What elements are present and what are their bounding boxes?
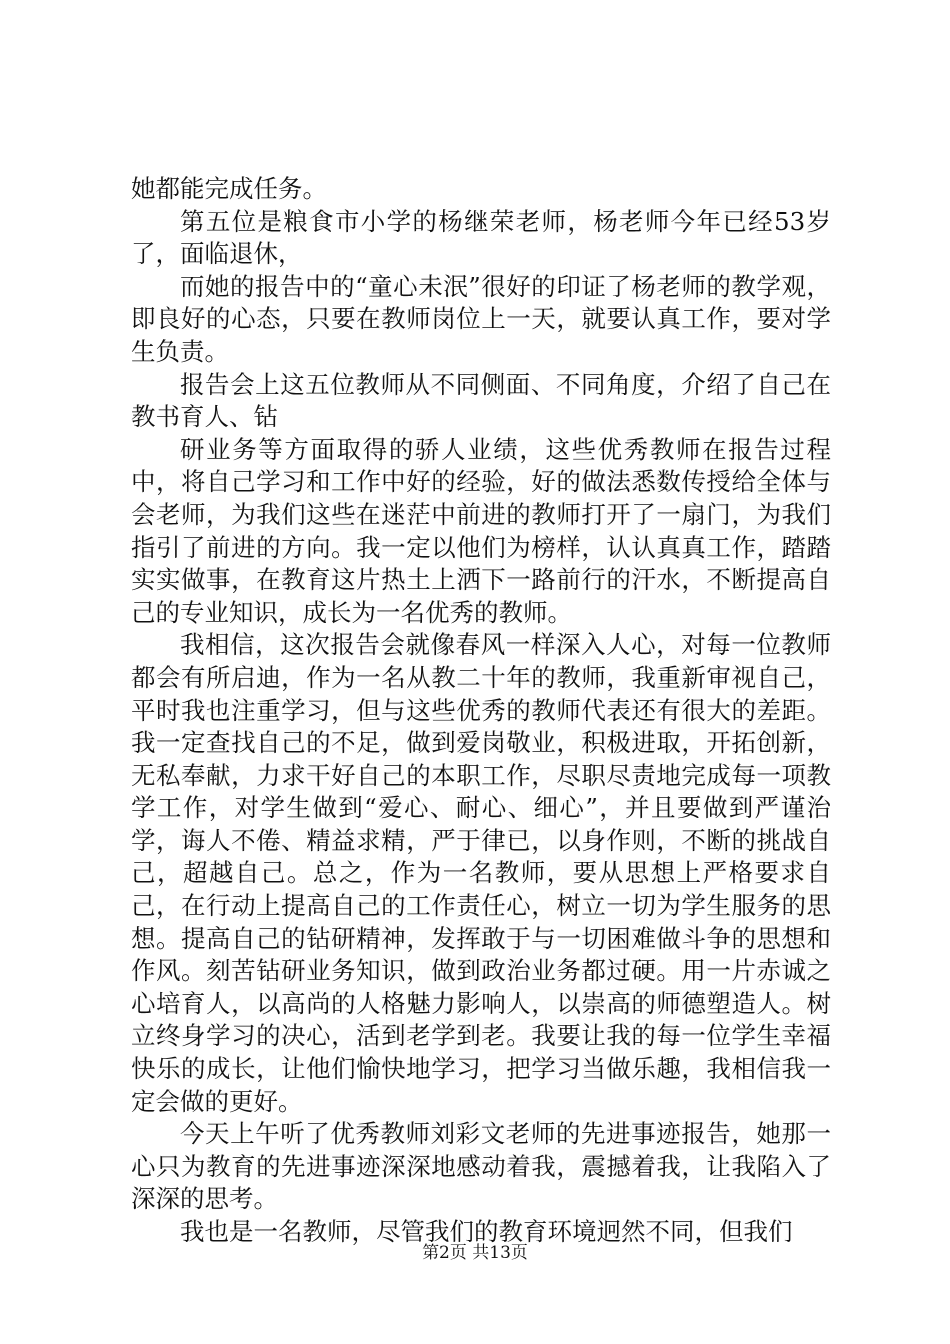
paragraph-6: 我相信，这次报告会就像春风一样深入人心，对每一位教师都会有所启迪，作为一名从教二十年的教师，我重新审视自己，平时我也注重学习，但与这些优秀的教师代表还有很大的差距。我一定查找自己的不足，做到爱岗敬业，积极进取，开拓创新，无私奉献，力求干好自己的本职工作，尽职尽责地完成每一项教学工作，对学生做到“爱心、耐心、细心”，并且要做到严谨治学，诲人不倦、精益求精，严于律已，以身作则，不断的挑战自己，超越自己。总之，作为一名教师，要从思想上严格要求自己，在行动上提高自己的工作责任心，树立一切为学生服务的思想。提高自己的钻研精神，发挥敢于与一切困难做斗争的思想和作风。刻苦钻研业务知识，做到政治业务都过硬。用一片赤诚之心培育人，以高尚的人格魅力影响人，以崇高的师德塑造人。树立终身学习的决心，活到老学到老。我要让我的每一位学生幸福快乐的成长，让他们愉快地学习，把学习当做乐趣，我相信我一定会做的更好。 (131, 630, 831, 1116)
paragraph-4: 报告会上这五位教师从不同侧面、不同角度，介绍了自己在教书育人、钻 (131, 369, 831, 432)
paragraph-1: 她都能完成任务。 (131, 174, 327, 203)
paragraph-7: 今天上午听了优秀教师刘彩文老师的先进事迹报告，她那一心只为教育的先进事迹深深地感动着我，震撼着我，让我陷入了深深的思考。 (131, 1119, 831, 1214)
page-footer (0, 1242, 950, 1264)
paragraph-5: 研业务等方面取得的骄人业绩，这些优秀教师在报告过程中，将自己学习和工作中好的经验，好的做法悉数传授给全体与会老师，为我们这些在迷茫中前进的教师打开了一扇门，为我们指引了前进的方向。我一定以他们为榜样，认认真真工作，踏踏实实做事，在教育这片热土上洒下一路前行的汗水，不断提高自己的专业知识，成长为一名优秀的教师。 (131, 434, 831, 627)
paragraph-3: 而她的报告中的“童心未泯”很好的印证了杨老师的教学观，即良好的心态，只要在教师岗位上一天，就要认真工作，要对学生负责。 (131, 271, 831, 366)
paragraph-2: 第五位是粮食市小学的杨继荣老师，杨老师今年已经53岁了，面临退休， (131, 206, 831, 269)
page-number-label: 第2页 共13页 (422, 1243, 528, 1263)
document-body (131, 173, 831, 1249)
paragraph-8: 我也是一名教师，尽管我们的教育环境迥然不同，但我们 (180, 1217, 793, 1246)
